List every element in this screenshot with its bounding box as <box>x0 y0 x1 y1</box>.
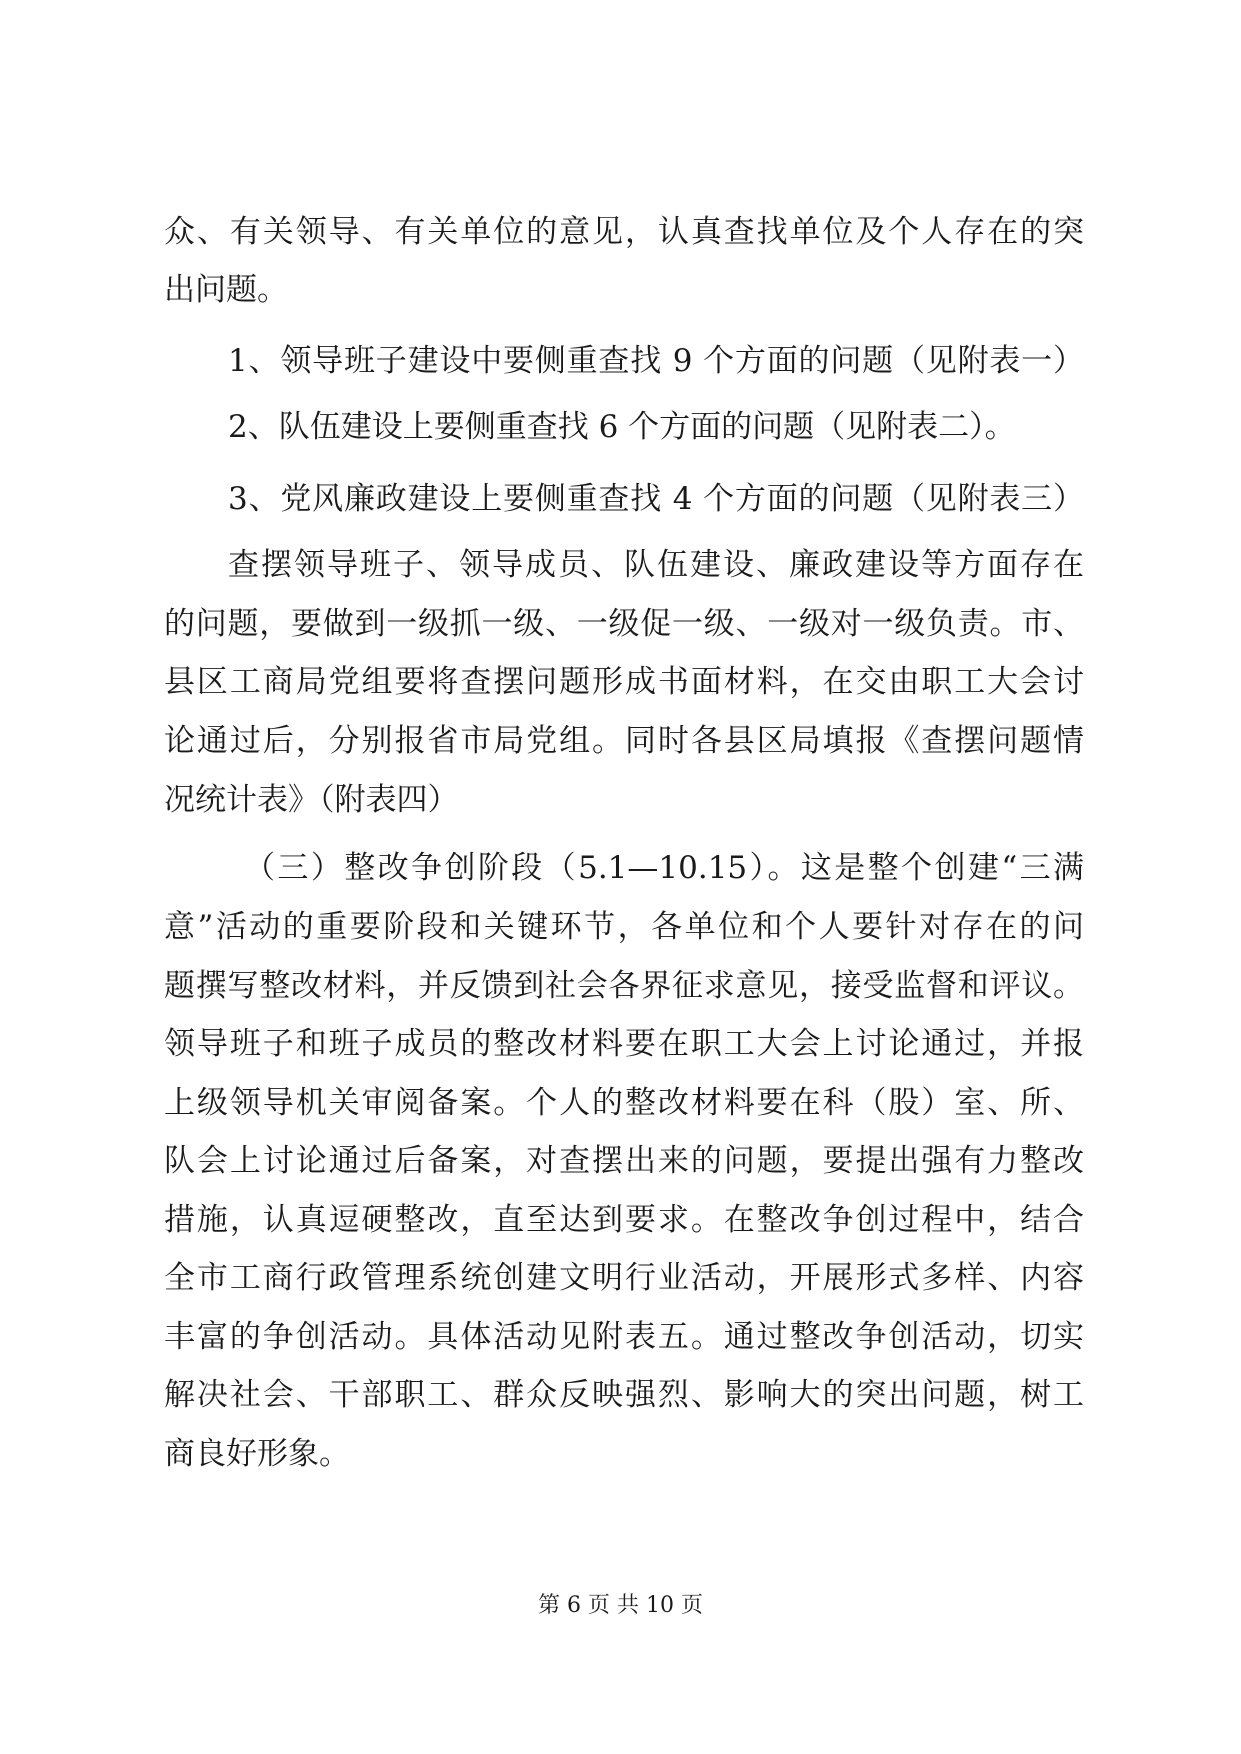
paragraph-line: 意”活动的重要阶段和关键环节，各单位和个人要针对存在的问 <box>164 909 1084 945</box>
paragraph-line: 全市工商行政管理系统创建文明行业活动，开展形式多样、内容 <box>164 1260 1084 1296</box>
paragraph-line: 出问题。 <box>164 272 288 308</box>
section-heading-line: （三）整改争创阶段（5.1—10.15）。这是整个创建“三满 <box>244 850 1084 886</box>
paragraph-line: 况统计表》（附表四） <box>164 782 459 818</box>
paragraph-line: 论通过后，分别报省市局党组。同时各县区局填报《查摆问题情 <box>164 723 1084 759</box>
paragraph-line: 查摆领导班子、领导成员、队伍建设、廉政建设等方面存在 <box>228 547 1084 583</box>
paragraph-line: 上级领导机关审阅备案。个人的整改材料要在科（股）室、所、 <box>164 1085 1084 1121</box>
paragraph-line: 措施，认真逗硬整改，直至达到要求。在整改争创过程中，结合 <box>164 1202 1084 1238</box>
paragraph-line: 队会上讨论通过后备案，对查摆出来的问题，要提出强有力整改 <box>164 1143 1084 1179</box>
list-item: 1、领导班子建设中要侧重查找 9 个方面的问题（见附表一） <box>228 343 1084 379</box>
paragraph-line: 丰富的争创活动。具体活动见附表五。通过整改争创活动，切实 <box>164 1319 1084 1355</box>
page-number: 第 6 页 共 10 页 <box>538 1593 703 1618</box>
paragraph-line: 众、有关领导、有关单位的意见，认真查找单位及个人存在的突 <box>164 214 1084 250</box>
list-item: 2、队伍建设上要侧重查找 6 个方面的问题（见附表二）。 <box>228 409 1016 445</box>
paragraph-line: 商良好形象。 <box>164 1436 350 1472</box>
paragraph-line: 的问题，要做到一级抓一级、一级促一级、一级对一级负责。市、 <box>164 606 1084 642</box>
list-item: 3、党风廉政建设上要侧重查找 4 个方面的问题（见附表三） <box>228 481 1084 517</box>
paragraph-line: 题撰写整改材料，并反馈到社会各界征求意见，接受监督和评议。 <box>164 968 1084 1004</box>
paragraph-line: 解决社会、干部职工、群众反映强烈、影响大的突出问题，树工 <box>164 1377 1084 1413</box>
paragraph-line: 县区工商局党组要将查摆问题形成书面材料，在交由职工大会讨 <box>164 664 1084 700</box>
paragraph-line: 领导班子和班子成员的整改材料要在职工大会上讨论通过，并报 <box>164 1026 1084 1062</box>
